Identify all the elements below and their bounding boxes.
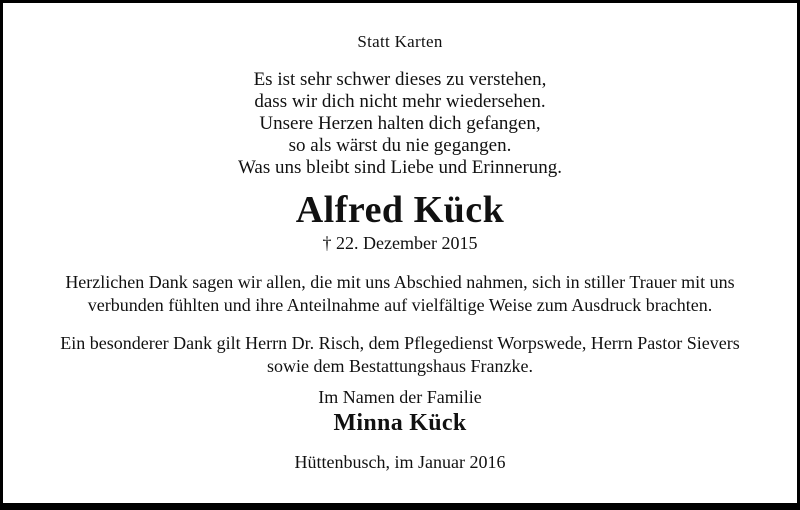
thanks-paragraph-general: Herzlichen Dank sagen wir allen, die mit uns Abschied nahmen, sich in stiller Trauer mit uns verbunden fühlten und ihre Anteilnahme auf vielfältige Weise zum Ausdruck brachten.: [65, 272, 735, 315]
notice-content: [3, 3, 797, 503]
poem-line: Was uns bleibt sind Liebe und Erinnerung.: [237, 157, 563, 178]
poem-line: so als wärst du nie gegangen.: [288, 135, 512, 156]
poem-line: Es ist sehr schwer dieses zu verstehen,: [253, 69, 547, 90]
place-and-date: Hüttenbusch, im Januar 2016: [294, 452, 506, 472]
pre-header: Statt Karten: [357, 32, 443, 51]
poem-block: [238, 69, 562, 179]
thanks-paragraph-special: Ein besonderer Dank gilt Herrn Dr. Risch, dem Pflegedienst Worpswede, Herrn Pastor Sievers sowie dem Bestattungshaus Franzke.: [60, 333, 740, 376]
family-line: Im Namen der Familie: [318, 387, 482, 407]
deceased-name: Alfred Kück: [295, 189, 505, 231]
signatory-name: Minna Kück: [333, 410, 467, 436]
poem-line: Unsere Herzen halten dich gefangen,: [259, 113, 541, 134]
death-date: † 22. Dezember 2015: [322, 233, 478, 253]
poem-line: dass wir dich nicht mehr wiedersehen.: [254, 91, 546, 112]
